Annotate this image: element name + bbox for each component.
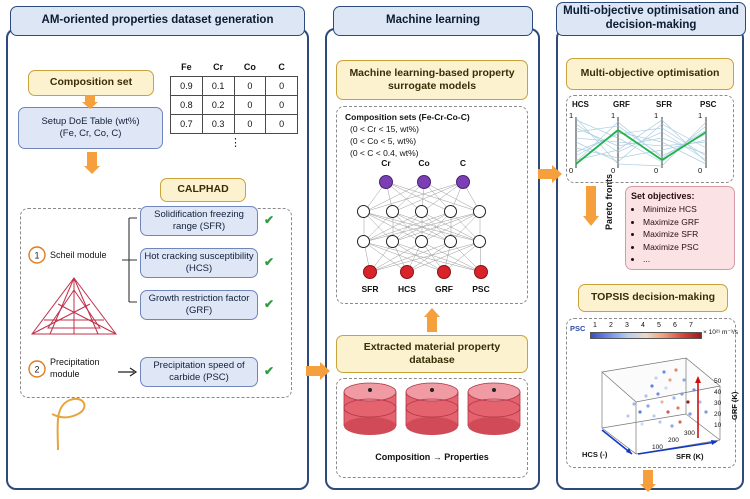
panel-left-title: AM-oriented properties dataset generation [10, 6, 305, 36]
cell: 0.1 [202, 77, 234, 96]
nn-input-node-cr [379, 175, 393, 189]
optimisation-title: Multi-objective optimisation [580, 67, 720, 80]
check-psc-icon: ✔ [264, 364, 275, 378]
module-2-label-line1: Precipitation [50, 357, 100, 367]
composition-sets-line-2: (0 < Cr < 15, wt%) [350, 124, 419, 134]
topsis-z-axis-label: GRF (K) [730, 391, 739, 420]
cell: 0.8 [171, 96, 203, 115]
table-header-fe: Fe [181, 62, 192, 72]
nn-output-label-psc: PSC [472, 284, 490, 294]
arrow-database-to-model [424, 308, 440, 332]
arrow-module2-to-psc [118, 367, 140, 377]
table-header-row [171, 58, 298, 77]
module-1-badge [28, 246, 46, 264]
doe-table-grid [170, 58, 298, 134]
arrow-left-to-middle [306, 362, 330, 380]
cell: 0 [266, 77, 298, 96]
table-header-c: C [278, 62, 285, 72]
cell: 0.7 [171, 115, 203, 134]
topsis-colorbar-tick-5: 5 [657, 322, 661, 329]
pc-axis-label-psc: PSC [700, 100, 717, 109]
composition-sets-line-1: Composition sets (Fe-Cr-Co-C) [345, 112, 470, 122]
topsis-colorbar-tick-3: 3 [625, 322, 629, 329]
nn-hidden-node [357, 235, 370, 248]
nn-output-label-hcs: HCS [398, 284, 416, 294]
pc-bottom-value-4: 0 [698, 166, 703, 175]
nn-output-node-psc [474, 265, 488, 279]
objectives-title: Set objectives: [631, 191, 695, 201]
topsis-z-tick-50: 50 [714, 378, 722, 385]
parallel-coordinates-plot [566, 112, 734, 174]
surrogate-model-title-box [336, 60, 528, 100]
topsis-x-axis-label: HCS (-) [582, 450, 608, 459]
composition-sets-line-4: (0 < C < 0.4, wt%) [350, 148, 419, 158]
output-psc-box [140, 357, 258, 387]
topsis-colorbar-tick-1: 1 [593, 322, 597, 329]
table-row [171, 96, 298, 115]
output-hcs-box [140, 248, 258, 278]
nn-hidden-node [415, 235, 428, 248]
database-title: Extracted material property database [363, 340, 501, 366]
panel-right-title: Multi-objective optimisation and decision-making [556, 2, 746, 36]
arrow-optimisation-to-objectives [583, 186, 599, 226]
database-title-box [336, 335, 528, 373]
svg-text:2: 2 [34, 364, 40, 375]
nn-input-node-c [456, 175, 470, 189]
topsis-z-tick-30: 30 [714, 400, 722, 407]
topsis-colorbar-label: PSC [570, 324, 586, 333]
nn-output-label-grf: GRF [435, 284, 453, 294]
pc-bottom-value-3: 0 [654, 166, 659, 175]
composition-sets-line-3: (0 < Co < 5, wt%) [350, 136, 417, 146]
nn-hidden-node [357, 205, 370, 218]
nn-input-label-c: C [459, 158, 467, 168]
nn-hidden-node [444, 235, 457, 248]
topsis-z-tick-20: 20 [714, 411, 722, 418]
doe-line-2: (Fe, Cr, Co, C) [59, 128, 122, 139]
cell: 0 [266, 96, 298, 115]
table-header-cr: Cr [213, 62, 224, 72]
pc-axis-label-sfr: SFR [656, 100, 672, 109]
output-hcs-label: Hot cracking susceptibility (HCS) [144, 250, 254, 274]
precipitation-curve-icon [44, 394, 114, 452]
doe-table-box [18, 107, 163, 149]
topsis-y-tick-100: 100 [652, 444, 663, 451]
nn-hidden-node [415, 205, 428, 218]
surrogate-model-title: Machine learning-based property surrogate models [349, 66, 515, 92]
topsis-y-tick-300: 300 [684, 430, 695, 437]
pc-axis-label-grf: GRF [613, 100, 630, 109]
topsis-y-axis-label: SFR (K) [676, 452, 704, 461]
arrow-middle-to-right [538, 165, 562, 183]
topsis-colorbar-tick-6: 6 [673, 322, 677, 329]
nn-output-label-sfr: SFR [361, 284, 379, 294]
topsis-z-tick-40: 40 [714, 389, 722, 396]
output-sfr-label: Solidification freezing range (SFR) [154, 208, 244, 232]
table-header-co: Co [243, 62, 256, 72]
pc-top-value-1: 1 [569, 111, 574, 120]
table-continuation: ⋮ [230, 137, 241, 149]
table-row [171, 115, 298, 134]
check-grf-icon: ✔ [264, 297, 275, 311]
arrow-compset-to-doe [82, 95, 98, 109]
objective-item: • Maximize GRF [643, 217, 729, 228]
nn-hidden-node [473, 205, 486, 218]
cell: 0 [234, 115, 266, 134]
nn-input-label-cr: Cr [381, 158, 391, 168]
pc-top-value-4: 1 [698, 111, 703, 120]
composition-set-box: Composition set [28, 70, 154, 96]
topsis-z-tick-10: 10 [714, 422, 722, 429]
svg-text:1: 1 [34, 250, 40, 261]
cell: 0 [234, 77, 266, 96]
topsis-colorbar [590, 332, 702, 339]
topsis-title-box [578, 284, 728, 312]
calphad-box: CALPHAD [160, 178, 246, 202]
check-sfr-icon: ✔ [264, 213, 275, 227]
nn-output-node-hcs [400, 265, 414, 279]
pc-top-value-3: 1 [654, 111, 659, 120]
module-2-badge [28, 360, 46, 378]
table-row [171, 77, 298, 96]
topsis-colorbar-tick-7: 7 [689, 322, 693, 329]
cell: 0.2 [202, 96, 234, 115]
pc-top-value-2: 1 [611, 111, 616, 120]
output-sfr-box [140, 206, 258, 236]
nn-output-node-sfr [363, 265, 377, 279]
objective-item: • Minimize HCS [643, 204, 729, 215]
output-grf-box [140, 290, 258, 320]
pc-bottom-value-2: 0 [611, 166, 616, 175]
cell: 0 [234, 96, 266, 115]
output-grf-label: Growth restriction factor (GRF) [148, 292, 250, 316]
nn-hidden-node [386, 235, 399, 248]
database-cylinders-icon [342, 382, 522, 444]
pc-axis-label-hcs: HCS [572, 100, 589, 109]
module-1-bracket [120, 212, 140, 308]
nn-hidden-node [386, 205, 399, 218]
pareto-fronts-label: Pareto fronts [604, 173, 614, 230]
cell: 0.3 [202, 115, 234, 134]
objectives-list [643, 204, 729, 265]
module-1-label: Scheil module [50, 250, 107, 260]
topsis-colorbar-tick-4: 4 [641, 322, 645, 329]
nn-input-label-co: Co [418, 158, 430, 168]
check-hcs-icon: ✔ [264, 255, 275, 269]
topsis-title: TOPSIS decision-making [590, 291, 716, 304]
arrow-doe-to-calphad [84, 152, 100, 174]
output-psc-label: Precipitation speed of carbide (PSC) [153, 359, 245, 383]
objective-item: • Maximize PSC [643, 242, 729, 253]
module-2-label-line2: module [50, 369, 80, 379]
nn-hidden-node [473, 235, 486, 248]
database-caption: Composition → Properties [375, 452, 489, 462]
arrow-topsis-output [640, 470, 656, 492]
neural-network-edges [336, 168, 528, 298]
cell: 0.9 [171, 77, 203, 96]
objective-item: • ... [643, 254, 729, 265]
nn-input-node-co [417, 175, 431, 189]
scheil-ternary-diagram-icon [30, 276, 118, 338]
topsis-colorbar-units: × 10²¹ m⁻³/s [703, 329, 739, 336]
topsis-y-tick-200: 200 [668, 437, 679, 444]
objective-item: • Maximize SFR [643, 229, 729, 240]
topsis-colorbar-tick-2: 2 [609, 322, 613, 329]
nn-hidden-node [444, 205, 457, 218]
doe-line-1: Setup DoE Table (wt%) [41, 115, 140, 127]
optimisation-title-box [566, 58, 734, 90]
cell: 0 [266, 115, 298, 134]
nn-output-node-grf [437, 265, 451, 279]
panel-middle-title: Machine learning [333, 6, 533, 36]
pc-bottom-value-1: 0 [569, 166, 574, 175]
objectives-box [625, 186, 735, 270]
